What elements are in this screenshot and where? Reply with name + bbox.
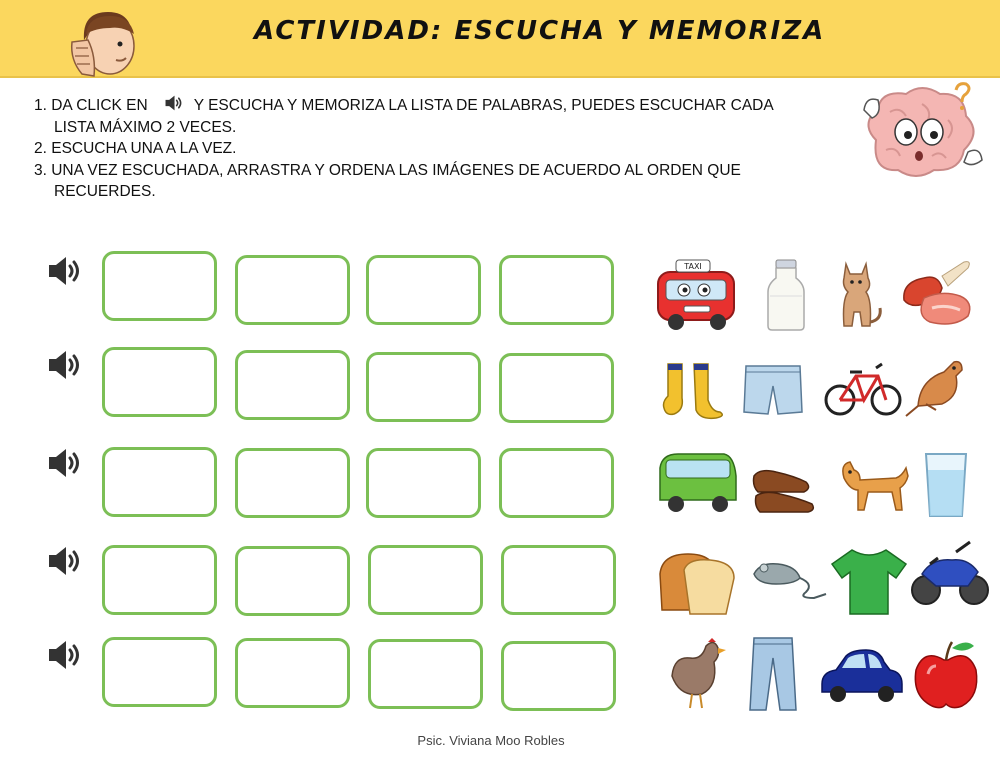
instruction-line-3-cont: RECUERDES. — [54, 183, 156, 200]
speaker-icon[interactable] — [46, 348, 84, 382]
drop-slot[interactable] — [102, 637, 217, 707]
card-taxi[interactable] — [654, 256, 740, 332]
card-motocicleta[interactable] — [908, 534, 994, 610]
instructions — [34, 94, 834, 203]
motorcycle-icon — [908, 534, 994, 610]
card-vaso-de-agua[interactable] — [904, 446, 990, 522]
drop-slot[interactable] — [235, 638, 350, 708]
tshirt-icon — [826, 544, 912, 620]
thinking-brain-icon — [852, 80, 986, 186]
card-calcetines[interactable] — [654, 350, 740, 426]
drop-slot[interactable] — [368, 639, 483, 709]
card-carro[interactable] — [818, 636, 904, 712]
car-icon — [818, 636, 904, 712]
instruction-line-3: 3. UNA VEZ ESCUCHADA, ARRASTRA Y ORDENA LAS IMÁGENES DE ACUERDO AL ORDEN QUE — [34, 161, 741, 179]
bicycle-icon — [820, 350, 906, 426]
meat-icon — [894, 256, 980, 332]
drop-slot[interactable] — [102, 545, 217, 615]
drop-slot[interactable] — [366, 255, 481, 325]
speaker-icon[interactable] — [46, 544, 84, 578]
card-raton[interactable] — [748, 544, 834, 620]
shoes-icon — [742, 446, 828, 522]
memory-row-1 — [0, 250, 1000, 330]
header-bar — [0, 0, 1000, 78]
card-pan[interactable] — [654, 544, 740, 620]
drop-slot[interactable] — [366, 448, 481, 518]
card-carne[interactable] — [894, 256, 980, 332]
instruction-text: Y ESCUCHA Y MEMORIZA LA LISTA DE PALABRAS, PUEDES ESCUCHAR CADA — [193, 97, 774, 114]
drop-slot[interactable] — [235, 546, 350, 616]
drop-slot[interactable] — [366, 352, 481, 422]
socks-icon — [654, 350, 740, 426]
listening-boy-icon — [66, 4, 146, 84]
drop-slot[interactable] — [102, 251, 217, 321]
memory-row-4 — [0, 544, 1000, 624]
memory-row-3 — [0, 446, 1000, 526]
activity-title: ACTIVIDAD: ESCUCHA Y MEMORIZA — [254, 16, 826, 46]
drop-slot[interactable] — [235, 350, 350, 420]
speaker-icon[interactable] — [46, 446, 84, 480]
drop-slot[interactable] — [499, 448, 614, 518]
memory-row-2 — [0, 346, 1000, 426]
instruction-text: 1. DA CLICK EN — [34, 97, 148, 114]
drop-slot[interactable] — [235, 255, 350, 325]
drop-slot[interactable] — [368, 545, 483, 615]
instruction-line-2: 2. ESCUCHA UNA A LA VEZ. — [34, 140, 237, 157]
drop-slot[interactable] — [501, 641, 616, 711]
memory-row-5 — [0, 636, 1000, 716]
apple-icon — [904, 636, 990, 712]
card-pajaro[interactable] — [896, 350, 982, 426]
cat-icon — [816, 256, 902, 332]
water-glass-icon — [904, 446, 990, 522]
drop-slot[interactable] — [501, 545, 616, 615]
speaker-icon[interactable] — [46, 254, 84, 288]
drop-slot[interactable] — [235, 448, 350, 518]
card-manzana[interactable] — [904, 636, 990, 712]
speaker-icon[interactable] — [46, 638, 84, 672]
footer — [0, 733, 1000, 748]
card-pantalon[interactable] — [730, 636, 816, 712]
speaker-icon — [162, 94, 186, 112]
card-bicicleta[interactable] — [820, 350, 906, 426]
card-short[interactable] — [730, 350, 816, 426]
pants-icon — [730, 636, 816, 712]
card-camioneta[interactable] — [654, 446, 740, 522]
bird-icon — [896, 350, 982, 426]
shorts-icon — [730, 350, 816, 426]
card-camisa[interactable] — [826, 544, 912, 620]
instruction-line-1 — [34, 94, 834, 117]
instruction-line-1-cont: LISTA MÁXIMO 2 VECES. — [54, 118, 237, 136]
author-credit: Psic. Viviana Moo Robles — [417, 733, 565, 748]
taxi-icon — [654, 256, 740, 332]
card-gato[interactable] — [816, 256, 902, 332]
drop-slot[interactable] — [499, 255, 614, 325]
taxi-sign-text: TAXI — [684, 262, 702, 271]
drop-slot[interactable] — [102, 347, 217, 417]
bread-icon — [654, 544, 740, 620]
drop-slot[interactable] — [499, 353, 614, 423]
van-icon — [654, 446, 740, 522]
card-zapatos[interactable] — [742, 446, 828, 522]
mouse-icon — [748, 544, 834, 620]
drop-slot[interactable] — [102, 447, 217, 517]
